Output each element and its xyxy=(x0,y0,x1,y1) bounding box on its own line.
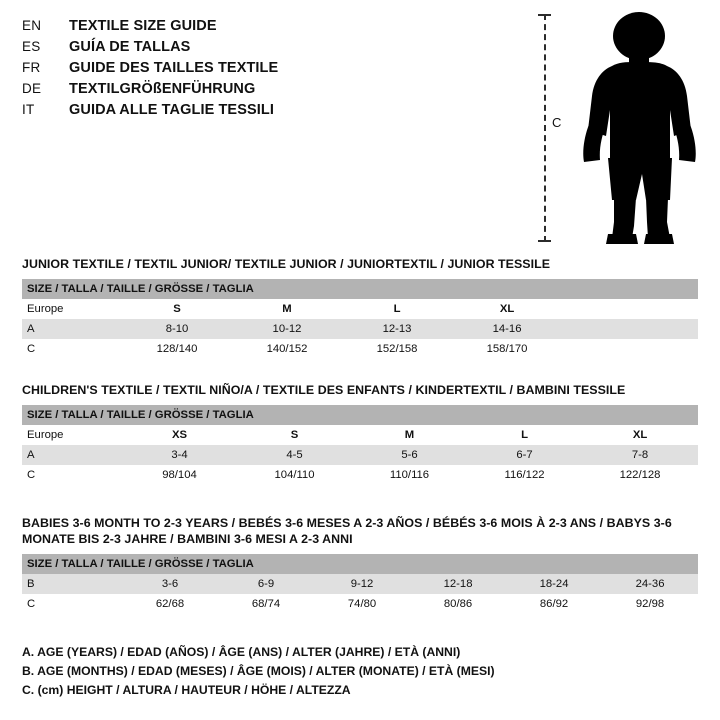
section-title-junior: JUNIOR TEXTILE / TEXTIL JUNIOR/ TEXTILE JUNIOR / JUNIORTEXTIL / JUNIOR TESSILE xyxy=(22,257,551,271)
row-label-b: B xyxy=(22,574,122,594)
legend-line-a: A. AGE (YEARS) / EDAD (AÑOS) / ÂGE (ANS) / ALTER (JAHRE) / ETÀ (ANNI) xyxy=(22,645,461,659)
cell-c-6: 92/98 xyxy=(602,594,698,614)
cell-a-s: 4-5 xyxy=(237,445,352,465)
size-header-s: S xyxy=(122,299,232,319)
size-table-babies xyxy=(22,554,698,614)
section-title-children: CHILDREN'S TEXTILE / TEXTIL NIÑO/A / TEXTILE DES ENFANTS / KINDERTEXTIL / BAMBINI TESSILE xyxy=(22,383,626,397)
language-code-fr: FR xyxy=(22,60,41,75)
row-label-c: C xyxy=(22,465,122,485)
language-title-block xyxy=(22,18,482,123)
cell-b-5: 18-24 xyxy=(506,574,602,594)
size-header-l: L xyxy=(342,299,452,319)
cell-a-l: 6-7 xyxy=(467,445,582,465)
size-header-xl: XL xyxy=(452,299,562,319)
size-table-junior xyxy=(22,279,698,359)
header-filler-2 xyxy=(582,405,698,425)
table-row xyxy=(22,319,698,339)
cell-b-2: 6-9 xyxy=(218,574,314,594)
row-filler xyxy=(562,299,698,319)
table-wrap-babies xyxy=(22,554,698,614)
language-title-it: GUIDA ALLE TAGLIE TESSILI xyxy=(69,102,274,118)
table-row xyxy=(22,425,698,445)
table-header-row xyxy=(22,554,698,574)
language-row-fr xyxy=(22,60,482,81)
height-tick-top xyxy=(538,14,551,16)
section-babies xyxy=(22,515,698,614)
size-header-m: M xyxy=(232,299,342,319)
header-filler-1 xyxy=(410,554,506,574)
size-table-children xyxy=(22,405,698,485)
legend-line-b: B. AGE (MONTHS) / EDAD (MESES) / ÂGE (MOIS) / ALTER (MONATE) / ETÀ (MESI) xyxy=(22,664,495,678)
size-header-s: S xyxy=(237,425,352,445)
language-title-fr: GUIDE DES TAILLES TEXTILE xyxy=(69,60,279,76)
cell-c-m: 140/152 xyxy=(232,339,342,359)
height-tick-bottom xyxy=(538,240,551,242)
cell-b-1: 3-6 xyxy=(122,574,218,594)
section-junior xyxy=(22,256,698,359)
cell-a-xl: 7-8 xyxy=(582,445,698,465)
section-title-babies: BABIES 3-6 MONTH TO 2-3 YEARS / BEBÉS 3-6 MESES A 2-3 AÑOS / BÉBÉS 3-6 MOIS À 2-3 ANS / BABYS 3-6 MONATE BIS 2-3 JAHRE / BAMBINI 3-6 MESI A 2-3 ANNI xyxy=(22,516,672,546)
cell-c-m: 110/116 xyxy=(352,465,467,485)
row-label-c: C xyxy=(22,594,122,614)
cell-b-6: 24-36 xyxy=(602,574,698,594)
cell-c-1: 62/68 xyxy=(122,594,218,614)
table-wrap-children xyxy=(22,405,698,485)
size-header-m: M xyxy=(352,425,467,445)
language-title-de: TEXTILGRÖßENFÜHRUNG xyxy=(69,81,256,97)
table-header-row xyxy=(22,405,698,425)
header-filler-1 xyxy=(467,405,582,425)
cell-b-4: 12-18 xyxy=(410,574,506,594)
row-label-europe: Europe xyxy=(22,425,122,445)
cell-a-xs: 3-4 xyxy=(122,445,237,465)
cell-c-5: 86/92 xyxy=(506,594,602,614)
header-filler-1 xyxy=(452,279,562,299)
row-label-a: A xyxy=(22,319,122,339)
cell-c-s: 104/110 xyxy=(237,465,352,485)
row-label-c: C xyxy=(22,339,122,359)
cell-a-m: 10-12 xyxy=(232,319,342,339)
cell-c-xl: 122/128 xyxy=(582,465,698,485)
cell-c-l: 116/122 xyxy=(467,465,582,485)
cell-a-m: 5-6 xyxy=(352,445,467,465)
cell-c-2: 68/74 xyxy=(218,594,314,614)
cell-c-s: 128/140 xyxy=(122,339,232,359)
row-label-europe: Europe xyxy=(22,299,122,319)
table-row xyxy=(22,445,698,465)
header-filler-2 xyxy=(562,279,698,299)
row-filler xyxy=(562,339,698,359)
height-figure xyxy=(530,10,710,240)
language-code-es: ES xyxy=(22,39,41,54)
table-row xyxy=(22,594,698,614)
language-row-it xyxy=(22,102,482,123)
child-silhouette-icon xyxy=(572,10,707,245)
section-children xyxy=(22,382,698,485)
language-row-es xyxy=(22,39,482,60)
header-label: SIZE / TALLA / TAILLE / GRÖSSE / TAGLIA xyxy=(22,279,452,299)
cell-c-3: 74/80 xyxy=(314,594,410,614)
table-row xyxy=(22,574,698,594)
legend-line-c: C. (cm) HEIGHT / ALTURA / HAUTEUR / HÖHE / ALTEZZA xyxy=(22,683,351,697)
cell-c-xs: 98/104 xyxy=(122,465,237,485)
cell-c-l: 152/158 xyxy=(342,339,452,359)
size-header-l: L xyxy=(467,425,582,445)
table-row xyxy=(22,465,698,485)
cell-c-xl: 158/170 xyxy=(452,339,562,359)
cell-a-xl: 14-16 xyxy=(452,319,562,339)
height-measure-label: C xyxy=(552,115,562,130)
header-filler-3 xyxy=(602,554,698,574)
cell-a-s: 8-10 xyxy=(122,319,232,339)
language-title-es: GUÍA DE TALLAS xyxy=(69,39,191,55)
size-header-xl: XL xyxy=(582,425,698,445)
header-label: SIZE / TALLA / TAILLE / GRÖSSE / TAGLIA xyxy=(22,554,410,574)
language-row-de xyxy=(22,81,482,102)
legend-block xyxy=(22,643,682,700)
cell-a-l: 12-13 xyxy=(342,319,452,339)
cell-b-3: 9-12 xyxy=(314,574,410,594)
size-header-xs: XS xyxy=(122,425,237,445)
table-header-row xyxy=(22,279,698,299)
table-row xyxy=(22,339,698,359)
language-row-en xyxy=(22,18,482,39)
header-label: SIZE / TALLA / TAILLE / GRÖSSE / TAGLIA xyxy=(22,405,467,425)
cell-c-4: 80/86 xyxy=(410,594,506,614)
language-code-de: DE xyxy=(22,81,42,96)
row-label-a: A xyxy=(22,445,122,465)
language-code-it: IT xyxy=(22,102,35,117)
row-filler xyxy=(562,319,698,339)
table-row xyxy=(22,299,698,319)
language-code-en: EN xyxy=(22,18,42,33)
height-dashed-line xyxy=(544,14,546,242)
table-wrap-junior xyxy=(22,279,698,359)
language-title-en: TEXTILE SIZE GUIDE xyxy=(69,18,217,34)
header-filler-2 xyxy=(506,554,602,574)
